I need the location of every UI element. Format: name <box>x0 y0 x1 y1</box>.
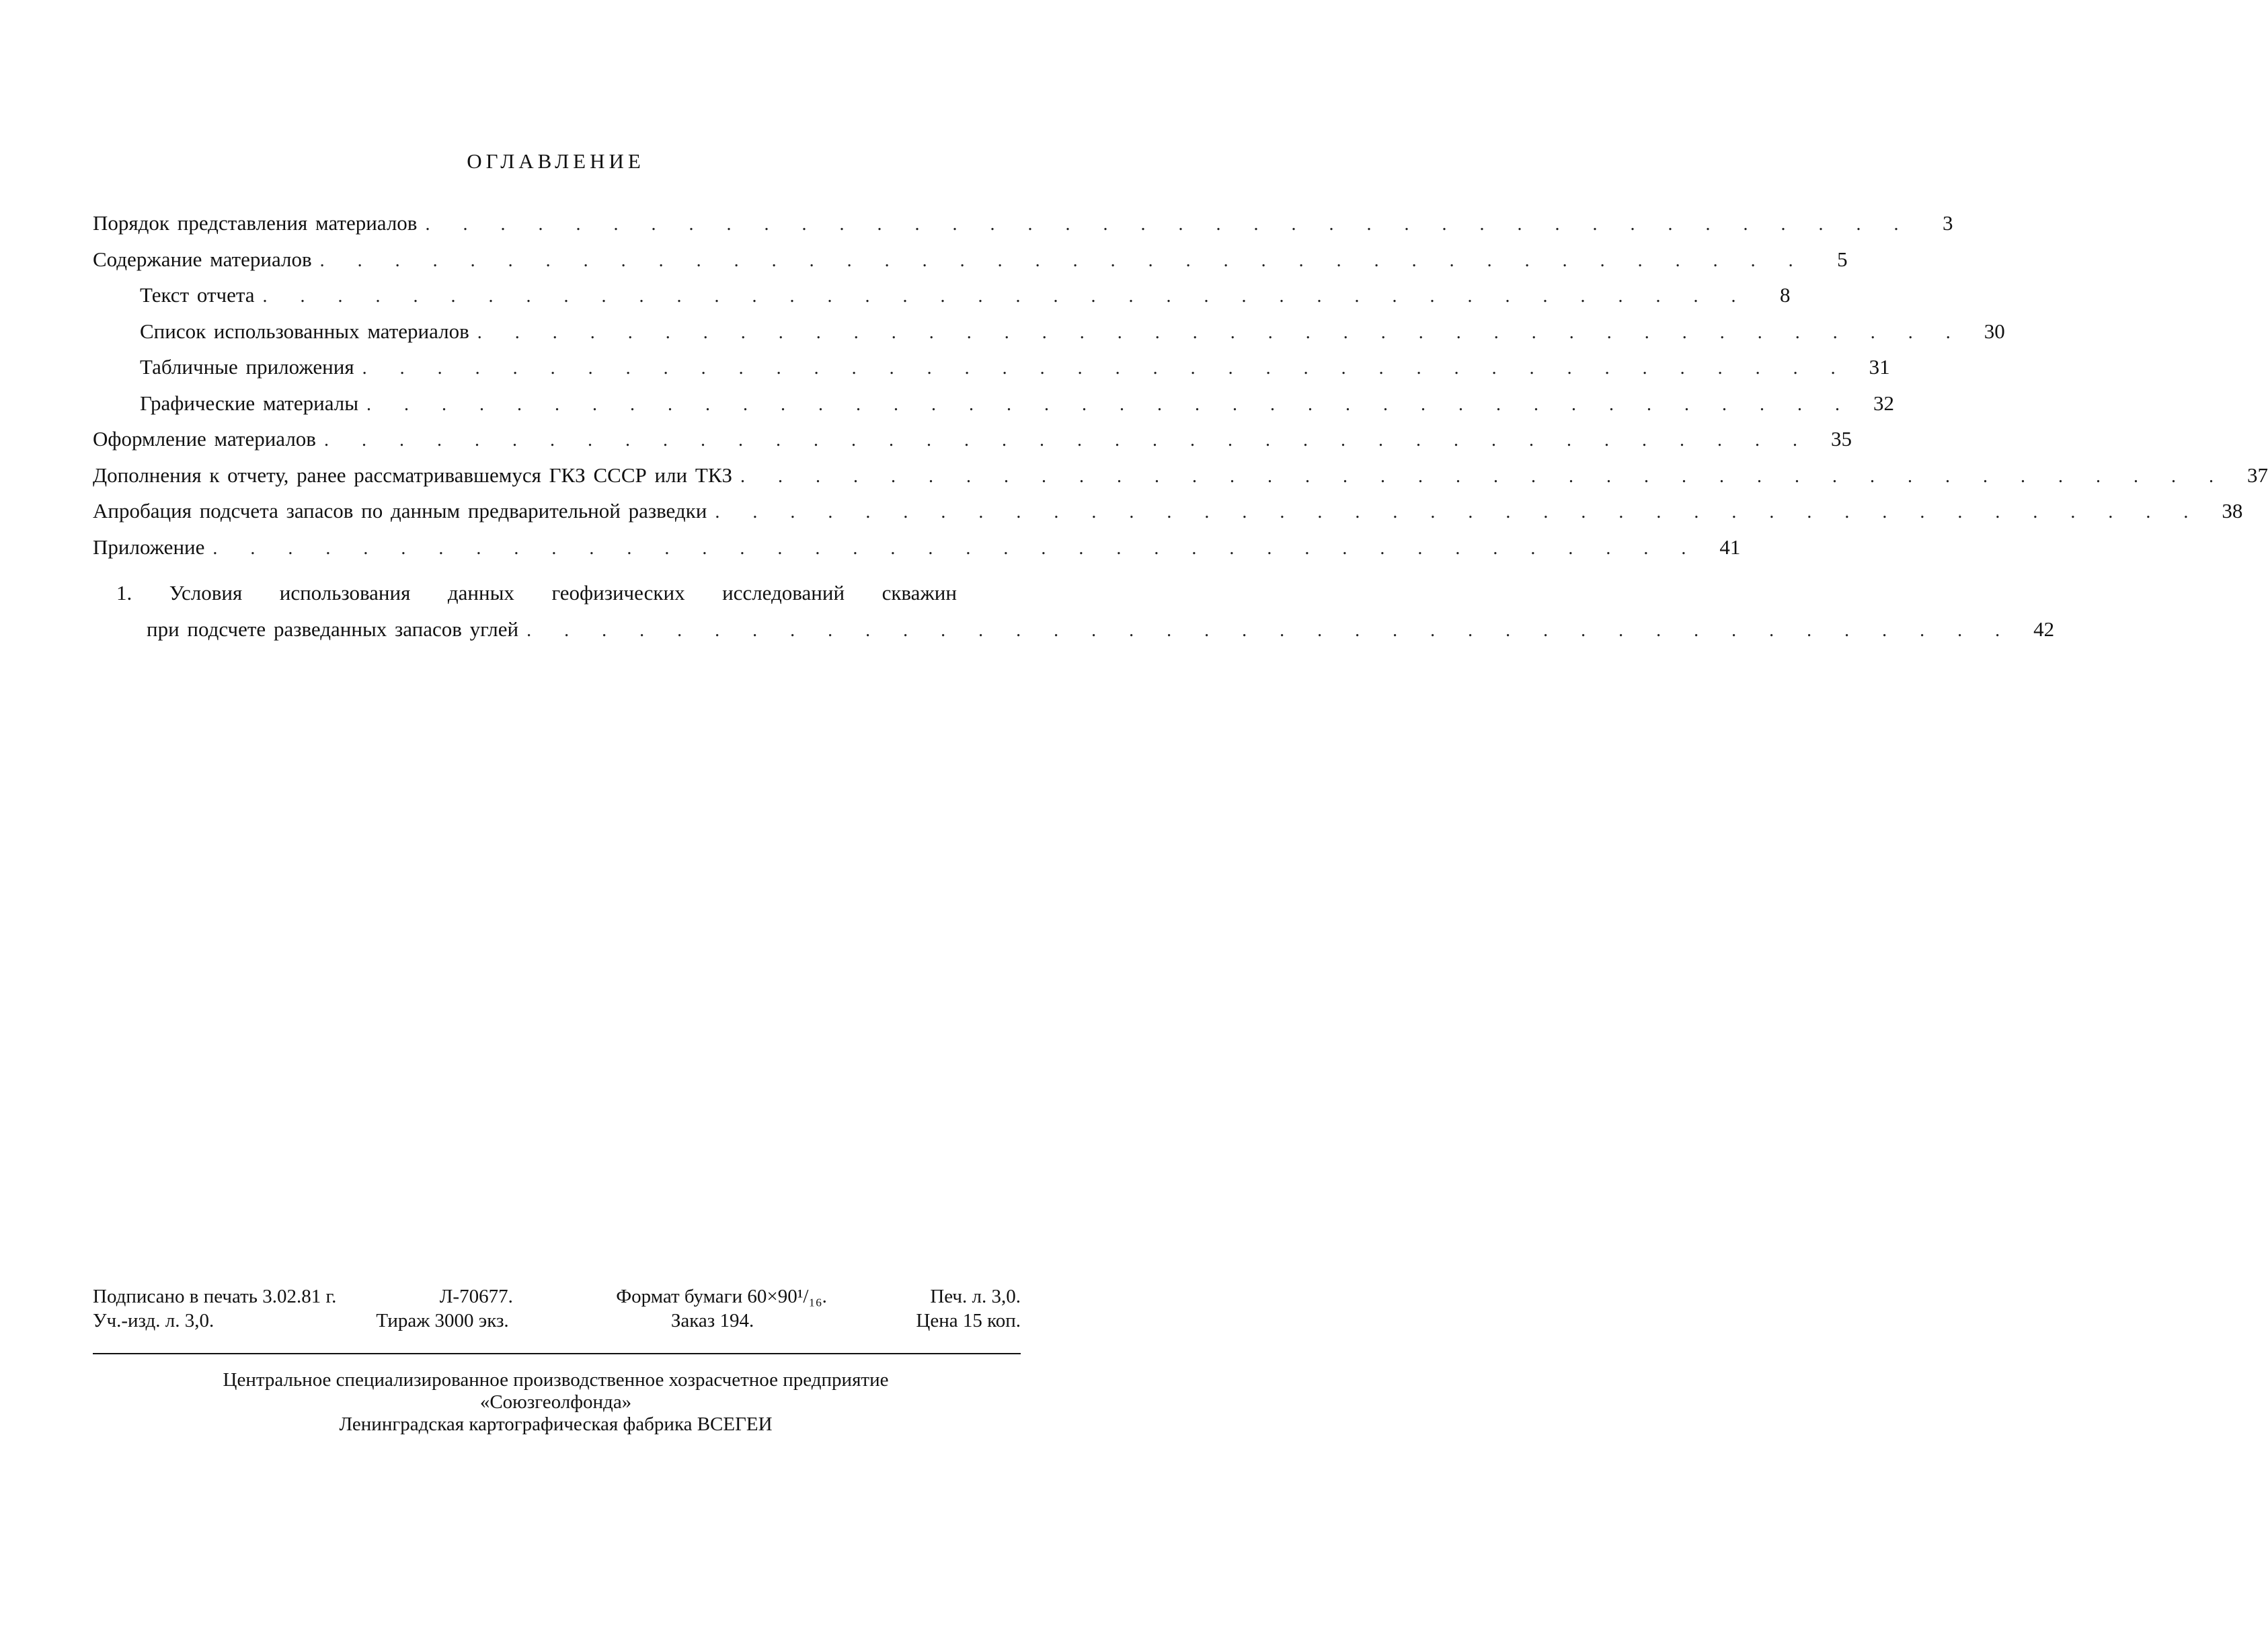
publisher-line: Ленинградская картографическая фабрика ВСЕГЕИ <box>339 1413 773 1435</box>
toc-title: ОГЛАВЛЕНИЕ <box>467 149 645 173</box>
toc-subentry <box>93 277 1791 313</box>
toc-leader-dots: . . . . . . . . . . . . . . . . . . . . . . . . . . . . . . . . . . . . . . . . <box>715 502 2203 522</box>
toc-entry-page: 5 <box>1837 247 1848 271</box>
toc-entry-label: Содержание материалов <box>93 241 320 278</box>
imprint-edition-sheets: Уч.-изд. л. 3,0. <box>93 1310 214 1331</box>
toc-appendix-entry-continued <box>93 613 2055 646</box>
toc-leader-dots: . . . . . . . . . . . . . . . . . . . . . . . . . . . . . . . . . . . . . . . . <box>425 214 1913 235</box>
imprint-line <box>93 1284 1021 1309</box>
toc-entry-label: Оформление материалов <box>93 421 324 457</box>
toc-entry-label: Порядок представления материалов <box>93 205 425 241</box>
toc-leader-dots: . . . . . . . . . . . . . . . . . . . . . . . . . . . . . . . . . . . . . . . . <box>262 286 1750 307</box>
toc-entry-label-line2: при подсчете разведанных запасов углей <box>93 613 526 646</box>
toc-entry-page: 35 <box>1830 427 1852 451</box>
publisher-line: Центральное специализированное производственное хозрасчетное предприятие <box>223 1369 889 1391</box>
toc-entry-page: 30 <box>1984 319 2005 343</box>
imprint-block <box>93 1284 1021 1333</box>
toc-entry-label: Апробация подсчета запасов по данным предварительной разведки <box>93 493 715 529</box>
toc-appendix-entry <box>93 573 994 613</box>
imprint-print-run: Тираж 3000 экз. <box>376 1310 509 1331</box>
imprint-print-sheets: Печ. л. 3,0. <box>930 1286 1021 1307</box>
toc-entry-label: Приложение <box>93 529 212 566</box>
table-of-contents <box>93 205 2268 646</box>
toc-entry-page: 3 <box>1942 211 1953 235</box>
toc-leader-dots: . . . . . . . . . . . . . . . . . . . . . . . . . . . . . . . . . . . . . . . . <box>319 249 1807 271</box>
toc-entry-page: 41 <box>1719 535 1741 559</box>
toc-entry-page: 37 <box>2247 463 2268 487</box>
imprint-paper-format: Формат бумаги 60×90¹/₁₆. <box>616 1286 827 1307</box>
toc-entry-page: 42 <box>2033 617 2055 641</box>
toc-entry-label-line1: 1. Условия использования данных геофизических исследований скважин <box>93 573 965 613</box>
imprint-code: Л-70677. <box>439 1286 513 1307</box>
toc-entry-label: Дополнения к отчету, ранее рассматривавшемуся ГКЗ СССР или ТКЗ <box>93 457 740 494</box>
toc-entry-label: Список использованных материалов <box>93 313 477 350</box>
toc-leader-dots: . . . . . . . . . . . . . . . . . . . . . . . . . . . . . . . . . . . . . . . . <box>740 465 2228 487</box>
imprint-order-number: Заказ 194. <box>670 1310 754 1331</box>
toc-entry <box>93 529 1741 566</box>
toc-leader-dots: . . . . . . . . . . . . . . . . . . . . . . . . . . . . . . . . . . . . . . . . <box>323 430 1811 451</box>
toc-leader-dots: . . . . . . . . . . . . . . . . . . . . . . . . . . . . . . . . . . . . . . . . <box>526 620 2015 641</box>
imprint-line <box>93 1309 1021 1333</box>
toc-entry <box>93 493 2243 529</box>
toc-leader-dots: . . . . . . . . . . . . . . . . . . . . . . . . . . . . . . . . . . . . . . . . <box>212 537 1700 559</box>
toc-subentry <box>93 385 1895 422</box>
divider-rule <box>93 1353 1021 1354</box>
toc-entry <box>93 205 1953 241</box>
toc-entry-label: Текст отчета <box>93 277 263 313</box>
publisher-block <box>0 1369 1111 1436</box>
toc-entry-label: Табличные приложения <box>93 349 362 385</box>
toc-entry-page: 38 <box>2222 499 2243 522</box>
toc-entry <box>93 241 1848 278</box>
toc-entry <box>93 421 1852 457</box>
toc-entry <box>93 457 2268 494</box>
toc-entry-page: 8 <box>1780 283 1791 307</box>
toc-leader-dots: . . . . . . . . . . . . . . . . . . . . . . . . . . . . . . . . . . . . . . . . <box>477 321 1965 343</box>
toc-leader-dots: . . . . . . . . . . . . . . . . . . . . . . . . . . . . . . . . . . . . . . . . <box>366 393 1854 415</box>
toc-entry-page: 31 <box>1869 355 1890 379</box>
toc-subentry <box>93 313 2005 350</box>
imprint-price: Цена 15 коп. <box>916 1310 1021 1331</box>
toc-entry-page: 32 <box>1873 391 1895 415</box>
imprint-signed-date: Подписано в печать 3.02.81 г. <box>93 1286 337 1307</box>
toc-leader-dots: . . . . . . . . . . . . . . . . . . . . . . . . . . . . . . . . . . . . . . . . <box>362 358 1850 379</box>
toc-entry-label: Графические материалы <box>93 385 366 422</box>
toc-subentry <box>93 349 1890 385</box>
publisher-line: «Союзгеолфонда» <box>479 1391 632 1413</box>
